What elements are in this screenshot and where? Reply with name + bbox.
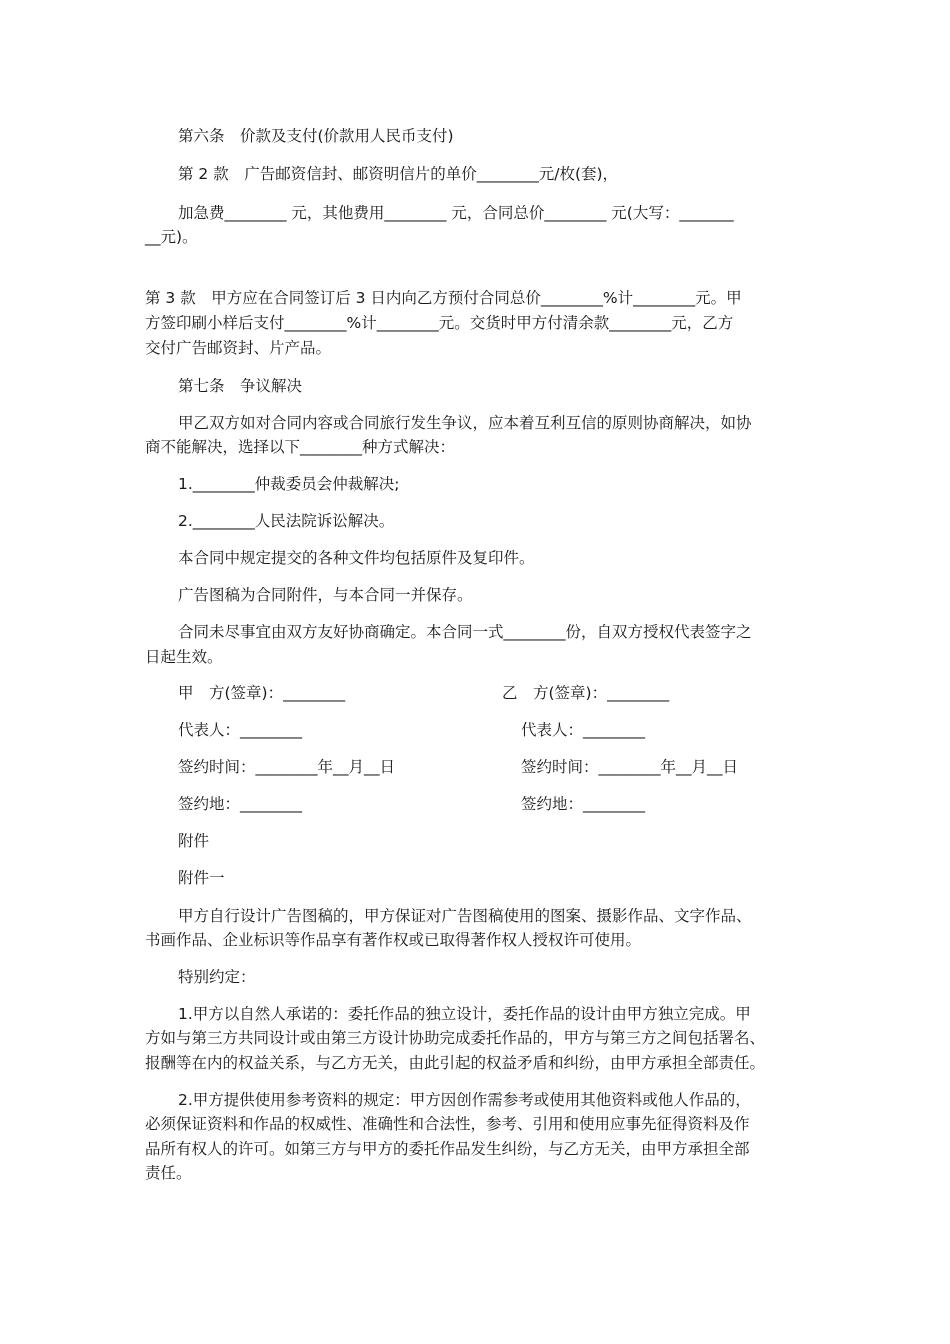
article-7-text-line-1: 甲乙双方如对合同内容或合同旅行发生争议，应本着互利互信的原则协商解决，如协	[178, 414, 752, 432]
party-b-seal: 乙 方(签章)：________	[502, 684, 670, 702]
article-7-heading: 第七条 争议解决	[178, 377, 303, 395]
special-term-2-line-1: 2.甲方提供使用参考资料的规定：甲方因创作需参考或使用其他资料或他人作品的，	[178, 1091, 751, 1109]
article-6-heading: 第六条 价款及支付(价款用人民币支付)	[178, 127, 454, 145]
article-6-clause-3-line-2: 方签印刷小样后支付________%计________元。交货时甲方付清余款________元，乙方	[145, 314, 734, 332]
dispute-option-2: 2.________人民法院诉讼解决。	[178, 512, 395, 530]
special-term-1-line-2: 方如与第三方共同设计或由第三方设计协助完成委托作品的，甲方与第三方之间包括署名、	[145, 1029, 766, 1047]
article-6-clause-3-line-1: 第 3 款 甲方应在合同签订后 3 日内向乙方预付合同总价________%计________元。甲	[145, 289, 742, 307]
party-b-sign-place: 签约地：________	[521, 795, 646, 813]
annex-1-heading: 附件一	[178, 869, 225, 887]
article-6-clause-2: 第 2 款 广告邮资信封、邮资明信片的单价________元/枚(套)，	[178, 165, 619, 183]
dispute-option-1: 1.________仲裁委员会仲裁解决;	[178, 475, 400, 493]
article-7-text-line-2: 商不能解决，选择以下________种方式解决：	[145, 438, 456, 456]
special-terms-heading: 特别约定：	[178, 968, 256, 986]
attachment-note: 广告图稿为合同附件，与本合同一并保存。	[178, 586, 473, 604]
annex-1-text-line-1: 甲方自行设计广告图稿的，甲方保证对广告图稿使用的图案、摄影作品、文字作品、	[178, 907, 752, 925]
article-6-clause-3-line-3: 交付广告邮资封、片产品。	[145, 339, 332, 357]
documents-note: 本合同中规定提交的各种文件均包括原件及复印件。	[178, 549, 535, 567]
special-term-2-line-4: 责任。	[145, 1164, 192, 1182]
copies-clause-line-1: 合同未尽事宜由双方友好协商确定。本合同一式________份，自双方授权代表签字之	[178, 623, 752, 641]
party-b-representative: 代表人：________	[521, 721, 646, 739]
special-term-1-line-3: 报酬等在内的权益关系，与乙方无关，由此引起的权益矛盾和纠纷，由甲方承担全部责任。	[145, 1054, 766, 1072]
special-term-2-line-3: 品所有权人的许可。如第三方与甲方的委托作品发生纠纷，与乙方无关，由甲方承担全部	[145, 1140, 750, 1158]
party-a-representative: 代表人：________	[178, 721, 303, 739]
party-b-sign-date: 签约时间：________年__月__日	[521, 758, 739, 776]
special-term-2-line-2: 必须保证资料和作品的权威性、准确性和合法性，参考、引用和使用应事先征得资料及作	[145, 1115, 750, 1133]
party-a-sign-date: 签约时间：________年__月__日	[178, 758, 396, 776]
copies-clause-line-2: 日起生效。	[145, 648, 223, 666]
annex-1-text-line-2: 书画作品、企业标识等作品享有著作权或已取得著作权人授权许可使用。	[145, 931, 642, 949]
annex-heading: 附件	[178, 832, 210, 850]
article-6-fees-line-1: 加急费________ 元，其他费用________ 元，合同总价________ 元(大写：_______	[178, 204, 734, 222]
party-a-seal: 甲 方(签章)：________	[178, 684, 346, 702]
party-a-sign-place: 签约地：________	[178, 795, 303, 813]
article-6-fees-line-2: __元)。	[145, 228, 198, 246]
special-term-1-line-1: 1.甲方以自然人承诺的：委托作品的独立设计，委托作品的设计由甲方独立完成。甲	[178, 1005, 751, 1023]
